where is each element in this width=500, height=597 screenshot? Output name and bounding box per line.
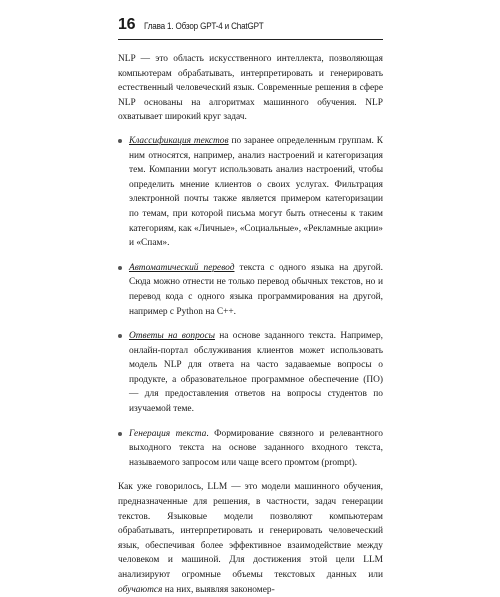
list-item-term: Классификация текстов xyxy=(129,135,229,146)
intro-paragraph: NLP — это область искусственного интеллекта, позволяющая компьютерам обрабатывать, интерпретировать и генерировать естественный человеческий язык. Современные решения в сфере NLP основаны на алгоритмах машинного обучения. NLP охватывает широкий круг задач. xyxy=(118,54,383,123)
list-item-text: по заранее определенным группам. К ним относятся, например, анализ настроений и категоризация тем. Компании могут использовать анализ настроений, чтобы определить мнение клиентов о своих услугах. Фильтрация электронной почты также является примером категоризации по темам, при которой письма могут быть отнесены к таким категориям, как «Личные», «Социальные», «Рекламные акции» и «Спам». xyxy=(129,135,383,249)
list-item xyxy=(118,261,383,319)
list-item-text: на основе заданного текста. Например, онлайн-портал обслуживания клиентов может использовать модель NLP для ответа на часто задаваемые вопросы о продукте, а образовательное программное обеспечение (ПО) — для предоставления ответов на вопросы студентов по изучаемой теме. xyxy=(129,331,384,415)
bullet-icon xyxy=(118,432,122,436)
bullet-icon xyxy=(118,266,122,270)
outro-paragraph xyxy=(118,480,383,597)
book-page xyxy=(118,16,383,597)
list-item xyxy=(118,329,383,417)
bullet-icon xyxy=(118,334,122,338)
list-item-text: . Формирование связного и релевантного выходного текста на основе заданного входного текста, называемого запросом или чаще всего промтом (prompt). xyxy=(129,428,383,468)
outro-emphasis: обучаются xyxy=(118,584,163,595)
page-content xyxy=(118,52,383,597)
nlp-tasks-list xyxy=(118,134,383,470)
list-item xyxy=(118,427,383,471)
list-item xyxy=(118,134,383,251)
chapter-title: Глава 1. Обзор GPT-4 и ChatGPT xyxy=(144,21,264,31)
list-item-term: Ответы на вопросы xyxy=(129,331,215,342)
running-header xyxy=(118,16,383,40)
list-item-term: Генерация текста xyxy=(129,428,207,439)
list-item-text: текста с одного языка на другой. Сюда можно отнести не только перевод обычных текстов, но и перевод кода с одного языка программирования на другой, например с Python на C++. xyxy=(129,262,384,317)
outro-text-end: на них, выявляя закономер- xyxy=(162,584,275,595)
outro-text-start: Как уже говорилось, LLM — это модели машинного обучения, предназначенные для решения, в частности, задач генерации текстов. Языковые модели позволяют компьютерам обрабатывать, интерпретировать и генерировать человеческий язык, обеспечивая более эффективное взаимодействие между человеком и машиной. Для достижения этой цели LLM анализируют огромные объемы текстовых данных или xyxy=(118,482,383,580)
page-number: 16 xyxy=(118,16,136,33)
bullet-icon xyxy=(118,139,122,143)
list-item-term: Автоматический перевод xyxy=(129,262,235,273)
